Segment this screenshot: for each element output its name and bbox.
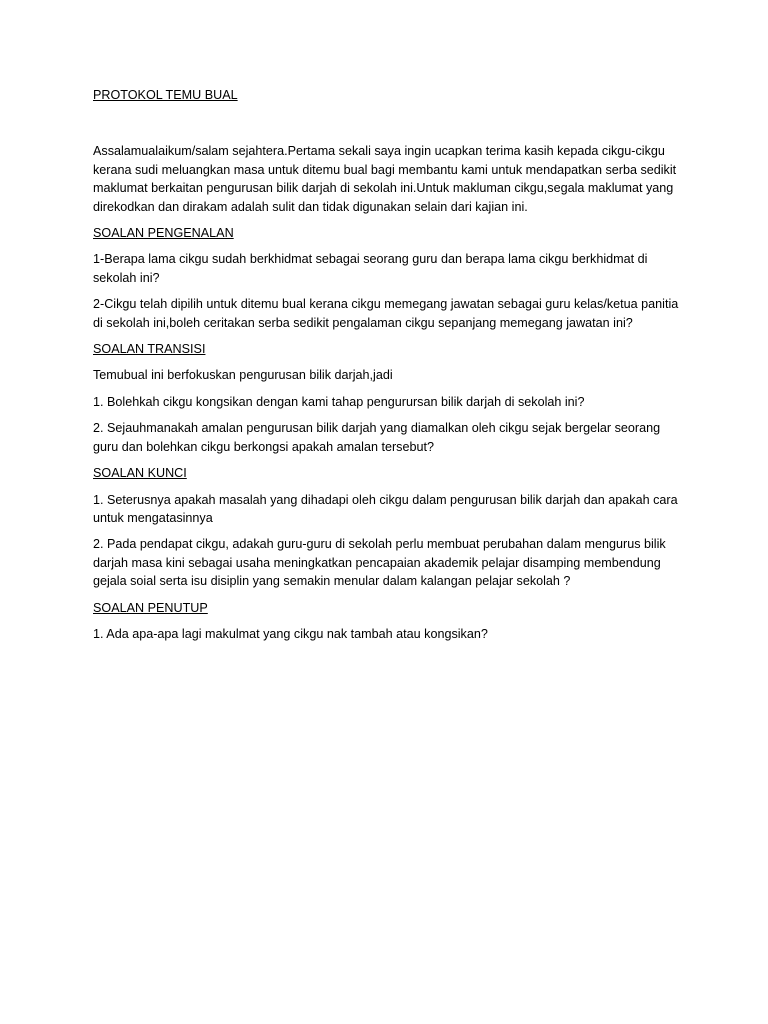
section-heading-kunci: SOALAN KUNCI	[93, 466, 187, 481]
question-paragraph: 2. Pada pendapat cikgu, adakah guru-guru di sekolah perlu membuat perubahan dalam mengurus bilik darjah masa kini sebagai usaha meningkatkan pencapaian akademik pelajar disamping membendung gejala soial serta isu disiplin yang semakin menular dalam kalangan pelajar sekolah ?	[93, 537, 666, 589]
document-page	[93, 86, 683, 651]
question-paragraph: 1. Ada apa-apa lagi makulmat yang cikgu nak tambah atau kongsikan?	[93, 626, 488, 641]
intro-paragraph: Assalamualaikum/salam sejahtera.Pertama sekali saya ingin ucapkan terima kasih kepada cikgu-cikgu kerana sudi meluangkan masa untuk ditemu bual bagi membantu kami untuk mendapatkan serba sedikit maklumat berkaitan pengurusan bilik darjah di sekolah ini.Untuk makluman cikgu,segala maklumat yang direkodkan dan dirakam adalah sulit dan tidak digunakan selain dari kajian ini.	[93, 144, 677, 214]
question-paragraph: 1. Seterusnya apakah masalah yang dihadapi oleh cikgu dalam pengurusan bilik darjah dan apakah cara untuk mengatasinnya	[93, 492, 678, 525]
section-heading-penutup: SOALAN PENUTUP	[93, 600, 208, 615]
section-heading-pengenalan: SOALAN PENGENALAN	[93, 226, 234, 241]
intro-line: Temubual ini berfokuskan pengurusan bilik darjah,jadi	[93, 368, 393, 383]
question-paragraph: 2. Sejauhmanakah amalan pengurusan bilik darjah yang diamalkan oleh cikgu sejak bergelar seorang guru dan bolehkan cikgu berkongsi apakah amalan tersebut?	[93, 421, 661, 454]
document-title: PROTOKOL TEMU BUAL	[93, 88, 238, 102]
question-paragraph: 1-Berapa lama cikgu sudah berkhidmat sebagai seorang guru dan berapa lama cikgu berkhidmat di sekolah ini?	[93, 252, 648, 285]
question-paragraph: 2-Cikgu telah dipilih untuk ditemu bual kerana cikgu memegang jawatan sebagai guru kelas/ketua panitia di sekolah ini,boleh ceritakan serba sedikit pengalaman cikgu sepanjang memegang jawatan ini?	[93, 297, 679, 330]
question-paragraph: 1. Bolehkah cikgu kongsikan dengan kami tahap pengurursan bilik darjah di sekolah ini?	[93, 394, 585, 409]
section-heading-transisi: SOALAN TRANSISI	[93, 342, 206, 357]
